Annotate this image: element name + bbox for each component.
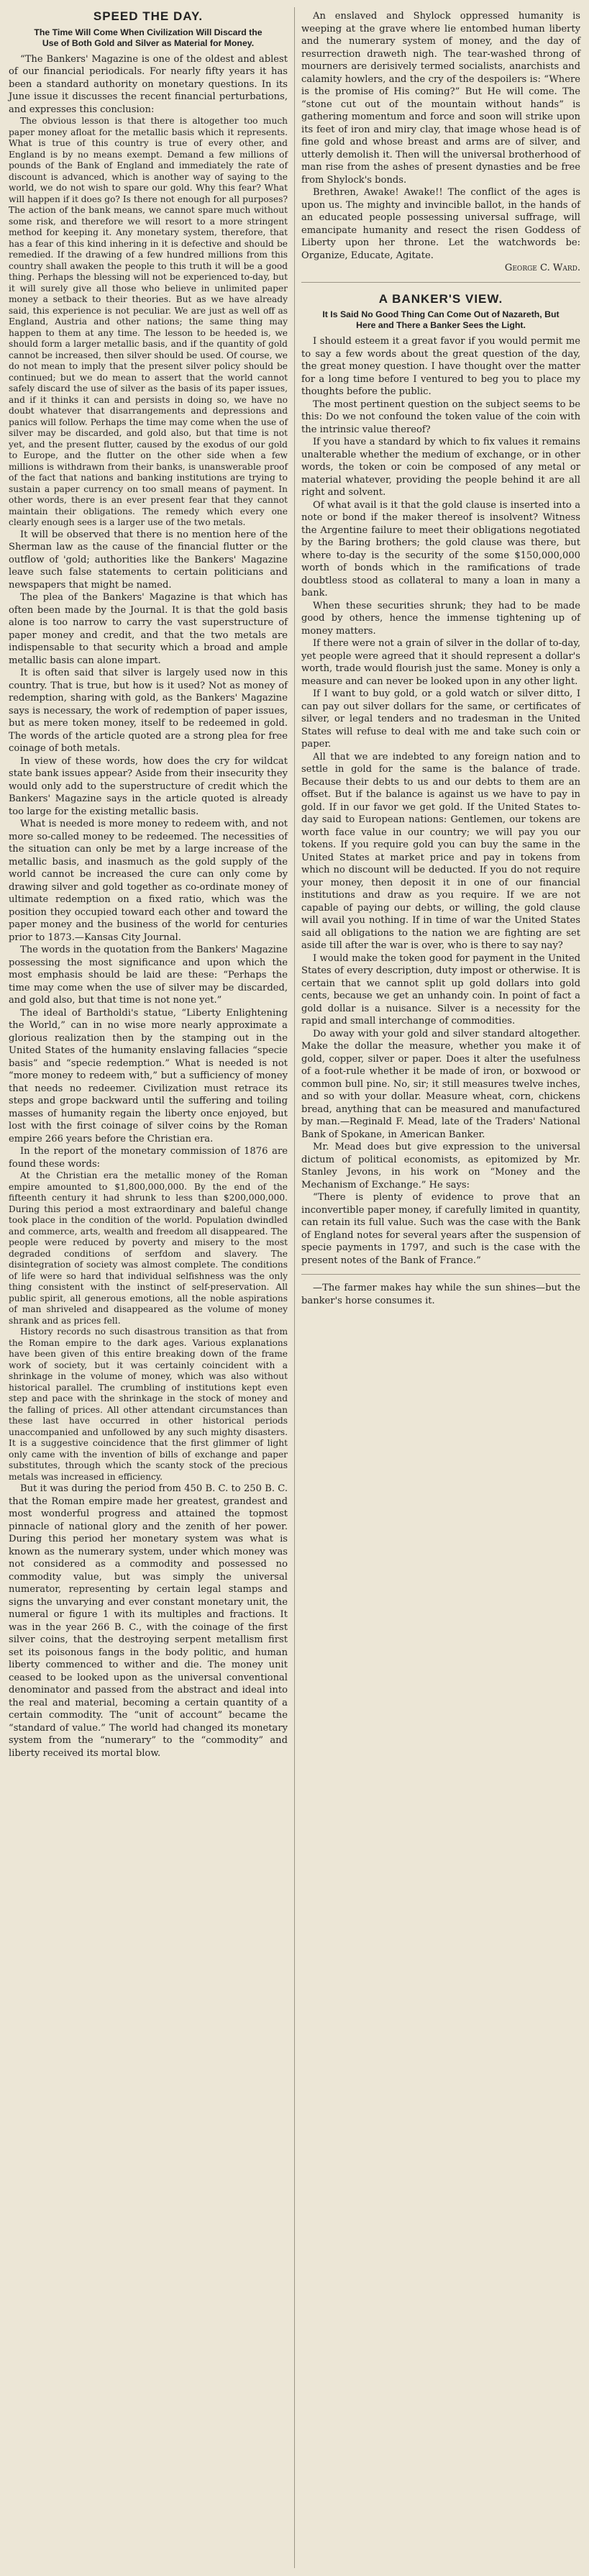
article-title: SPEED THE DAY. [93,9,204,23]
paragraph: The words in the quotation from the Bankers' Magazine possessing the most significance and upon which the most emphasis should be laid are these: “Perhaps the time may come when the use of silver may be discarded, and gold also, but that time is not none yet.” [9,945,288,1006]
block-quote: History records no such disastrous transition as that from the Roman empire to the dark ages. Various explanations have been given of this entire breaking down of the frame work of society, but it was certainly coincident with a shrinkage in the volume of money, which was also without historical parallel. The crumbling of institutions kept even step and pace with the shrinkage in the stock of money and the falling of prices. All other attendant circumstances than these last have occurred in other historical periods unaccompanied and unfollowed by any such mighty disasters. It is a suggestive coincidence that the first glimmer of light only came with the invention of bills of exchange and paper substitutes, through which the scanty stock of the precious metals was increased in efficiency. [9,1326,288,1482]
paragraph: —The farmer makes hay while the sun shines—but the banker's horse consumes it. [301,1283,580,1306]
paragraph: When these securities shrunk; they had to be made good by others, hence the immense tightening up of money matters. [301,600,580,637]
paragraph: If you have a standard by which to fix values it remains unalterable whether the medium of exchange, or in other words, the token or coin be composed of any metal or material whatever, providing the people behind it are all right and solvent. [301,437,580,498]
paragraph: An enslaved and Shylock oppressed humanity is weeping at the grave where lie entombed human liberty and the numerary system of money, and the day of resurrection draweth nigh. The tear-washed throng of mourners are derisively termed socialists, anarchists and calamity howlers, and the cry of the despoilers is: “Where is the promise of His coming?” But He will come. The “stone cut out of the mountain without hands” is gathering momentum and force and soon will strike upon its feet of iron and miry clay, that image whose head is of fine gold and whose breast and arms are of silver, and utterly demolish it. Then will the universal brotherhood of man rise from the ashes of present dynasties and be free from Shylock's bonds. [301,11,580,186]
column-divider [294,7,295,2568]
paragraph: The most pertinent question on the subject seems to be this: Do we not confound the token value of the coin with the intrinsic value thereof? [301,399,580,435]
left-column [9,10,288,1760]
paragraph: In view of these words, how does the cry for wildcat state bank issues appear? Aside from their insecurity they would only add to the superstructure of credit which the Bankers' Magazine says in the article quoted is already too large for the existing metallic basis. [9,755,288,817]
paragraph: In the report of the monetary commission of 1876 are found these words: [9,1146,288,1170]
paragraph: Of what avail is it that the gold clause is inserted into a note or bond if the maker thereof is insolvent? Witness the Argentine failure to meet their obligations negotiated by the Baring brothers; the gold clause was there, but where to-day is the security of the some $150,000,000 worth of bonds which in the ramifications of trade doubtless stood as collateral to many a loan in many a bank. [301,499,580,599]
paragraph: “There is plenty of evidence to prove that an inconvertible paper money, if carefully limited in quantity, can retain its full value. Such was the case with the Bank of England notes for several years after the suspension of specie payments in 1797, and such is the case with the present notes of the Bank of France.” [301,1192,580,1266]
paragraph: “The Bankers' Magazine is one of the oldest and ablest of our financial periodicals. For nearly fifty years it has been a standard authority on monetary questions. In its June issue it discusses the recent financial perturbations, and expresses this conclusion: [9,53,288,115]
right-column [301,10,580,1307]
paragraph: Brethren, Awake! Awake!! The conflict of the ages is upon us. The mighty and invincible ballot, in the hands of an educated people possessing universal suffrage, will emancipate humanity and resect the risen Goddess of Liberty upon her throne. Let the watchwords be: Organize, Educate, Agitate. [301,187,580,261]
author-signature: George C. Ward. [504,263,580,273]
paragraph: I should esteem it a great favor if you would permit me to say a few words about the great question of the day, the great money question. I have thought over the matter for a long time before I ventured to beg you to place my thoughts before the public. [301,336,580,397]
paragraph: If I want to buy gold, or a gold watch or silver ditto, I can pay out silver dollars for the same, or certificates of silver, or legal tenders and no tradesman in the United States will refuse to deal with me and take such coin or paper. [301,688,580,750]
paragraph: If there were not a grain of silver in the dollar of to-day, yet people were agreed that it should represent a dollar's worth, trade would flourish just the same. Money is only a measure and can never be looked upon in any other light. [301,638,580,687]
section-divider [301,1274,580,1275]
section-divider [301,282,580,283]
paragraph: But it was during the period from 450 B. C. to 250 B. C. that the Roman empire made her greatest, grandest and most wonderful progress and attained the topmost pinnacle of national glory and the zenith of her power. During this period her monetary system was what is known as the numerary system, under which money was not considered as a commodity and possessed no commodity value, but was simply the universal numerator, representing by certain legal stamps and signs the unvarying and ever constant monetary unit, the numeral or figure 1 with its multiples and fractions. It was in the year 266 B. C., with the coinage of the first silver coins, that the destroying serpent metallism first set its poisonous fangs in the body politic, and human liberty commenced to wither and die. The money unit ceased to be looked upon as the universal conventional denominator and passed from the abstract and ideal into the real and material, becoming a certain quantity of a certain commodity. The “unit of account” became the “standard of value.” The world had changed its monetary system from the “numerary” to the “commodity” and liberty received its mortal blow. [9,1483,288,1759]
article-title: A BANKER'S VIEW. [378,291,503,306]
paragraph: Mr. Mead does but give expression to the universal dictum of political economists, as epitomized by Mr. Stanley Jevons, in his work on “Money and the Mechanism of Exchange.” He says: [301,1142,580,1191]
paragraph: It will be observed that there is no mention here of the Sherman law as the cause of the financial flutter or the outflow of 'gold; authorities like the Bankers' Magazine leave such false statements to certain politicians and newspapers that might be named. [9,529,288,591]
paragraph: The ideal of Bartholdi's statue, “Liberty Enlightening the World,” can in no wise more nearly approximate a glorious realization then by the stamping out in the United States of the humanity enslaving fallacies “specie basis” and “specie redemption.” What is needed is not “more money to redeem with,” but a sufficiency of money that needs no redeemer. Civilization must retrace its steps and grope backward until the suffering and toiling masses of humanity regain the liberty once enjoyed, but lost with the first coinage of silver coins by the Roman empire 266 years before the Christian era. [9,1007,288,1144]
paragraph: All that we are indebted to any foreign nation and to settle in gold for the same is the balance of trade. Because their debts to us and our debts to them are an offset. But if the balance is against us we have to pay in gold. If in our favor we get gold. If the United States to-day said to European nations: Gentlemen, our tokens are worth face value in our country; we will pay you our tokens. If you require gold you can buy the same in the United States at market price and pay in tokens from which no discount will be deducted. If you do not require your money, then deposit it in one of our financial institutions and draw as you require. If we are not capable of paying our debts, or willing, the gold clause will avail you nothing. If in time of war the United States said all obligations to the nation we are fighting are set aside till after the war is over, who is there to say nay? [301,751,580,951]
paragraph: It is often said that silver is largely used now in this country. That is true, but how is it used? Not as money of redemption, sharing with gold, as the Bankers' Magazine says is necessary, the work of redemption of paper issues, but as mere token money, itself to be redeemed in gold. The words of the article quoted are a strong plea for free coinage of both metals. [9,668,288,754]
article-subhead: The Time Will Come When Civilization Will Discard the Use of Both Gold and Silver as Material for Money. [34,27,262,48]
paragraph: Do away with your gold and silver standard altogether. Make the dollar the measure, whether you make it of gold, copper, silver or paper. Does it alter the usefulness of a foot-rule whether it be made of iron, or boxwood or common bull pine. No, sir; it still measures twelve inches, and so with your dollar. Measure wheat, corn, chickens bread, anything that can be measured and manufactured by man.—Reginald F. Mead, late of the Traders' National Bank of Spokane, in American Banker. [301,1028,580,1140]
paragraph: I would make the token good for payment in the United States of every description, duty impost or otherwise. It is certain that we cannot split up gold dollars into gold cents, because we get an unhandy coin. In point of fact a gold dollar is a nuisance. Silver is a necessity for the rapid and small interchange of commodities. [301,952,580,1027]
paragraph: What is needed is more money to redeem with, and not more so-called money to be redeemed. The necessities of the situation can only be met by a large increase of the metallic basis, and inasmuch as the gold supply of the world cannot be increased the cure can only come by drawing silver and gold together as co-ordinate money of ultimate redemption on a fixed ratio, which was the position they occupied toward each other and toward the paper money and the business of the world for centuries prior to 1873.—Kansas City Journal. [9,819,288,943]
block-quote: The obvious lesson is that there is altogether too much paper money afloat for the metallic basis which it represents. What is true of this country is true of every other, and England is by no means exempt. Demand a few millions of pounds of the Bank of England and immediately the rate of discount is advanced, which is another way of saying to the world, we do not wish to spare our gold. Why this fear? What will happen if it does go? Is there not enough for all purposes? The action of the bank means, we cannot spare much without some risk, and therefore we will resort to a more stringent method for keeping it. Any monetary system, therefore, that has a fear of this kind inhering in it is defective and should be remedied. If the drawing of a few hundred millions from this country shall awaken the people to this truth it will be a good thing. Perhaps the blessing will not be experienced to-day, but it will surely give all those who believe in unlimited paper money a setback to their theories. But as we have already said, this experience is not peculiar. We are just as well off as England, Austria and other nations; the same thing may happen to them at any time. The lesson to be heeded is, we should form a larger metallic basis, and if the quantity of gold cannot be increased, then silver should be used. Of course, we do not mean to imply that the present silver policy should be continued; but we do mean to assert that the world cannot safely discard the use of silver as the basis of its paper issues, and if it thinks it can and persists in doing so, we have no doubt whatever that disarrangements and depressions and panics will follow. Perhaps the time may come when the use of silver may be discarded, and gold also, but that time is not yet, and the present flutter, caused by the exodus of our gold to Europe, and the flutter on the other side when a few millions is withdrawn from their banks, is unanswerable proof of the fact that nations and banking institutions are trying to sustain a paper currency on too small means of payment. In other words, there is an ever present fear that they cannot maintain their obligations. The remedy which every one clearly enough sees is a larger use of the two metals. [9,116,288,527]
block-quote: At the Christian era the metallic money of the Roman empire amounted to $1,800,000,000. By the end of the fifteenth century it had shrunk to less than $200,000,000. During this period a most extraordinary and baleful change took place in the condition of the world. Population dwindled and commerce, arts, wealth and freedom all disappeared. The people were reduced by poverty and misery to the most degraded conditions of serfdom and slavery. The disintegration of society was almost complete. The conditions of life were so hard that individual selfishness was the only thing consistent with the instinct of self-preservation. All public spirit, all generous emotions, all the noble aspirations of man shriveled and disappeared as the volume of money shrank and as prices fell. [9,1170,288,1326]
article-subhead: It Is Said No Good Thing Can Come Out of Nazareth, But Here and There a Banker Sees the Light. [322,309,560,330]
paragraph: The plea of the Bankers' Magazine is that which has often been made by the Journal. It is that the gold basis alone is too narrow to carry the vast superstructure of paper money and credit, and that the two metals are indispensable to that security which a broad and ample metallic basis can alone impart. [9,592,288,666]
